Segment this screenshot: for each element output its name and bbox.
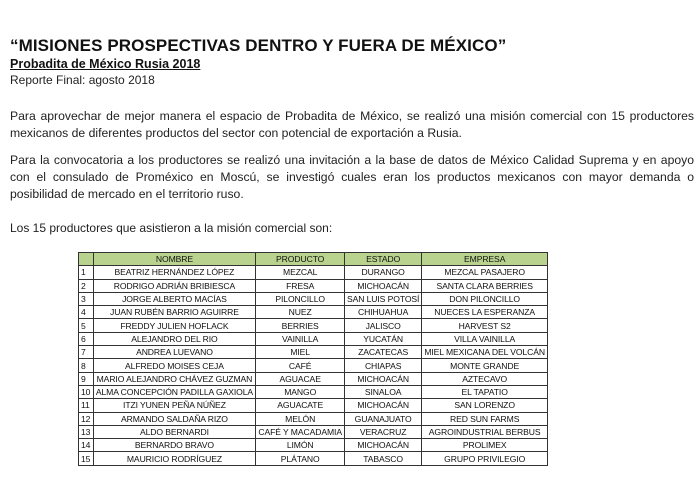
company-cell: AZTECAVO — [422, 372, 548, 385]
product-cell: BERRIES — [256, 319, 345, 332]
producer-name-cell: ARMANDO SALDAÑA RIZO — [93, 412, 256, 425]
table-row — [79, 372, 548, 385]
header-company: EMPRESA — [422, 253, 548, 266]
table-row — [79, 346, 548, 359]
table-intro-paragraph: Los 15 productores que asistieron a la misión comercial son: — [10, 221, 333, 235]
company-cell: SAN LORENZO — [422, 399, 548, 412]
company-cell: EL TAPATIO — [422, 385, 548, 398]
producers-table-body — [79, 266, 548, 465]
product-cell: VAINILLA — [256, 332, 345, 345]
company-cell: MONTE GRANDE — [422, 359, 548, 372]
producer-name-cell: ITZI YUNEN PEÑA NÚÑEZ — [93, 399, 256, 412]
state-cell: CHIAPAS — [344, 359, 421, 372]
product-cell: MELÓN — [256, 412, 345, 425]
table-row — [79, 319, 548, 332]
table-row — [79, 306, 548, 319]
company-cell: AGROINDUSTRIAL BERBUS — [422, 425, 548, 438]
product-cell: PILONCILLO — [256, 292, 345, 305]
product-cell: FRESA — [256, 279, 345, 292]
product-cell: MIEL — [256, 346, 345, 359]
producer-name-cell: ANDREA LUEVANO — [93, 346, 256, 359]
table-row — [79, 439, 548, 452]
row-number-cell: 3 — [79, 292, 94, 305]
table-row — [79, 452, 548, 465]
product-cell: PLÁTANO — [256, 452, 345, 465]
producer-name-cell: JORGE ALBERTO MACÍAS — [93, 292, 256, 305]
row-number-cell: 12 — [79, 412, 94, 425]
state-cell: ZACATECAS — [344, 346, 421, 359]
table-row — [79, 412, 548, 425]
row-number-cell: 10 — [79, 385, 94, 398]
producer-name-cell: JUAN RUBÉN BARRIO AGUIRRE — [93, 306, 256, 319]
header-name: NOMBRE — [93, 253, 256, 266]
row-number-cell: 11 — [79, 399, 94, 412]
company-cell: NUECES LA ESPERANZA — [422, 306, 548, 319]
product-cell: MEZCAL — [256, 266, 345, 279]
product-cell: NUEZ — [256, 306, 345, 319]
row-number-cell: 8 — [79, 359, 94, 372]
producer-name-cell: MAURICIO RODRÍGUEZ — [93, 452, 256, 465]
table-row — [79, 279, 548, 292]
table-row — [79, 425, 548, 438]
table-row — [79, 332, 548, 345]
company-cell: SANTA CLARA BERRIES — [422, 279, 548, 292]
company-cell: GRUPO PRIVILEGIO — [422, 452, 548, 465]
table-row — [79, 399, 548, 412]
producer-name-cell: BERNARDO BRAVO — [93, 439, 256, 452]
document-title: “MISIONES PROSPECTIVAS DENTRO Y FUERA DE MÉXICO” — [10, 36, 507, 55]
producer-name-cell: MARIO ALEJANDRO CHÁVEZ GUZMAN — [93, 372, 256, 385]
row-number-cell: 2 — [79, 279, 94, 292]
table-row — [79, 266, 548, 279]
state-cell: CHIHUAHUA — [344, 306, 421, 319]
company-cell: DON PILONCILLO — [422, 292, 548, 305]
report-date: Reporte Final: agosto 2018 — [10, 73, 155, 87]
row-number-cell: 9 — [79, 372, 94, 385]
producer-name-cell: RODRIGO ADRIÁN BRIBIESCA — [93, 279, 256, 292]
table-row — [79, 385, 548, 398]
product-cell: AGUACATE — [256, 399, 345, 412]
producer-name-cell: ALFREDO MOISES CEJA — [93, 359, 256, 372]
producer-name-cell: ALMA CONCEPCIÓN PADILLA GAXIOLA — [93, 385, 256, 398]
row-number-cell: 7 — [79, 346, 94, 359]
intro-paragraph: Para aprovechar de mejor manera el espacio de Probadita de México, se realizó una misión comercial con 15 productores mexicanos de diferentes productos del sector con potencial de exportación a Rusia. — [10, 109, 694, 140]
state-cell: MICHOACÁN — [344, 372, 421, 385]
row-number-cell: 15 — [79, 452, 94, 465]
company-cell: VILLA VAINILLA — [422, 332, 548, 345]
convocation-paragraph: Para la convocatoria a los productores se realizó una invitación a la base de datos de México Calidad Suprema y en apoyo con el consulado de Proméxico en Moscú, se investigó cuales eran los productos mexicanos con mayor demanda o posibilidad de mercado en el territorio ruso. — [10, 153, 694, 201]
row-number-cell: 4 — [79, 306, 94, 319]
company-cell: RED SUN FARMS — [422, 412, 548, 425]
company-cell: MIEL MEXICANA DEL VOLCÁN — [422, 346, 548, 359]
row-number-cell: 5 — [79, 319, 94, 332]
row-number-cell: 6 — [79, 332, 94, 345]
product-cell: CAFÉ — [256, 359, 345, 372]
header-product: PRODUCTO — [256, 253, 345, 266]
state-cell: VERACRUZ — [344, 425, 421, 438]
state-cell: TABASCO — [344, 452, 421, 465]
row-number-cell: 14 — [79, 439, 94, 452]
state-cell: SAN LUIS POTOSÍ — [344, 292, 421, 305]
state-cell: GUANAJUATO — [344, 412, 421, 425]
table-header-row — [79, 253, 548, 266]
state-cell: MICHOACÁN — [344, 399, 421, 412]
row-number-cell: 1 — [79, 266, 94, 279]
company-cell: PROLIMEX — [422, 439, 548, 452]
table-row — [79, 359, 548, 372]
table-row — [79, 292, 548, 305]
producer-name-cell: FREDDY JULIEN HOFLACK — [93, 319, 256, 332]
state-cell: YUCATÁN — [344, 332, 421, 345]
product-cell: LIMÓN — [256, 439, 345, 452]
header-number — [79, 253, 94, 266]
header-state: ESTADO — [344, 253, 421, 266]
producer-name-cell: BEATRIZ HERNÁNDEZ LÓPEZ — [93, 266, 256, 279]
producer-name-cell: ALEJANDRO DEL RIO — [93, 332, 256, 345]
product-cell: MANGO — [256, 385, 345, 398]
company-cell: MEZCAL PASAJERO — [422, 266, 548, 279]
company-cell: HARVEST S2 — [422, 319, 548, 332]
state-cell: SINALOA — [344, 385, 421, 398]
state-cell: MICHOACÁN — [344, 439, 421, 452]
producers-table — [78, 252, 548, 466]
producer-name-cell: ALDO BERNARDI — [93, 425, 256, 438]
row-number-cell: 13 — [79, 425, 94, 438]
state-cell: MICHOACÁN — [344, 279, 421, 292]
document-subtitle: Probadita de México Rusia 2018 — [10, 57, 201, 71]
product-cell: CAFÉ Y MACADAMIA — [256, 425, 345, 438]
state-cell: JALISCO — [344, 319, 421, 332]
state-cell: DURANGO — [344, 266, 421, 279]
product-cell: AGUACAE — [256, 372, 345, 385]
